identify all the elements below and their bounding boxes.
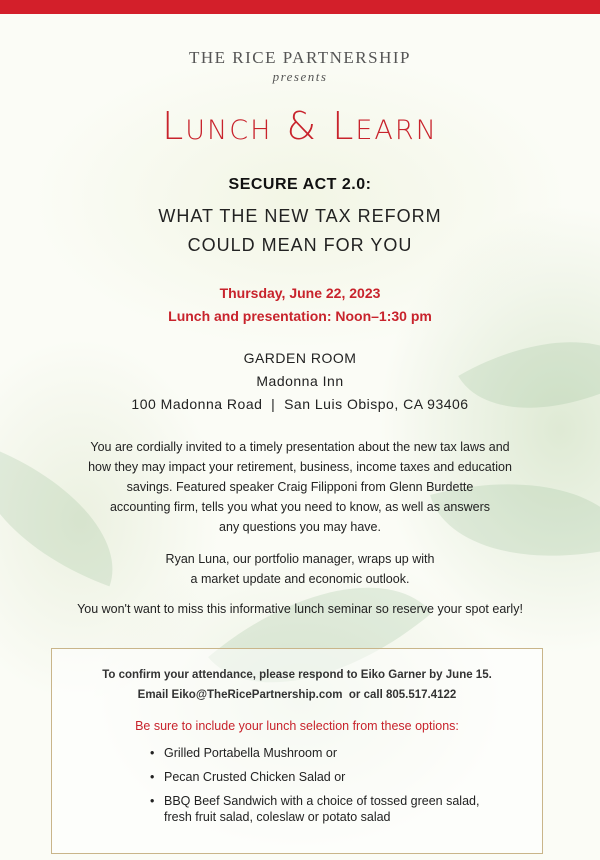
speaker-paragraph [60,549,540,589]
rsvp-box [51,648,543,854]
paragraph-line: a market update and economic outlook. [190,572,410,586]
invitation-paragraph [60,437,540,537]
reserve-paragraph: You won't want to miss this informative lunch seminar so reserve your spot early! [77,602,523,616]
topic-line-1: SECURE ACT 2.0: [228,176,372,193]
venue-room: GARDEN ROOM [243,350,357,366]
event-date: Thursday, June 22, 2023 [219,285,381,301]
venue-address: 100 Madonna Road | San Luis Obispo, CA 93406 [131,396,469,412]
lunch-option: • Grilled Portabella Mushroom or [150,745,500,761]
venue-name: Madonna Inn [256,373,344,389]
lunch-selection-note: Be sure to include your lunch selection from these options: [135,719,459,733]
paragraph-line: how they may impact your retirement, business, income taxes and education [88,460,512,474]
paragraph-line: accounting firm, tells you what you need to know, as well as answers [109,500,491,514]
presents-text: presents [272,69,328,84]
rsvp-email-phone: Email Eiko@TheRicePartnership.com or call 805.517.4122 [137,689,457,701]
lunch-options-list [150,745,500,833]
lunch-option: • Pecan Crusted Chicken Salad or [150,769,500,785]
topic-line-2: WHAT THE NEW TAX REFORM [158,206,442,226]
paragraph-line: Ryan Luna, our portfolio manager, wraps up with [165,552,435,566]
event-time: Lunch and presentation: Noon–1:30 pm [168,308,432,324]
rsvp-contact-line: To confirm your attendance, please respond to Eiko Garner by June 15. [102,669,492,681]
paragraph-line: savings. Featured speaker Craig Filipponi from Glenn Burdette [126,480,474,494]
event-title: Lunch & Learn [162,104,438,148]
paragraph-line: any questions you may have. [219,520,381,534]
paragraph-line: You are cordially invited to a timely presentation about the new tax laws and [90,440,510,454]
lunch-option: • BBQ Beef Sandwich with a choice of tossed green salad, fresh fruit salad, coleslaw or potato salad [150,793,500,825]
topic-line-3: COULD MEAN FOR YOU [187,235,413,255]
organization-name: THE RICE PARTNERSHIP [189,48,411,67]
